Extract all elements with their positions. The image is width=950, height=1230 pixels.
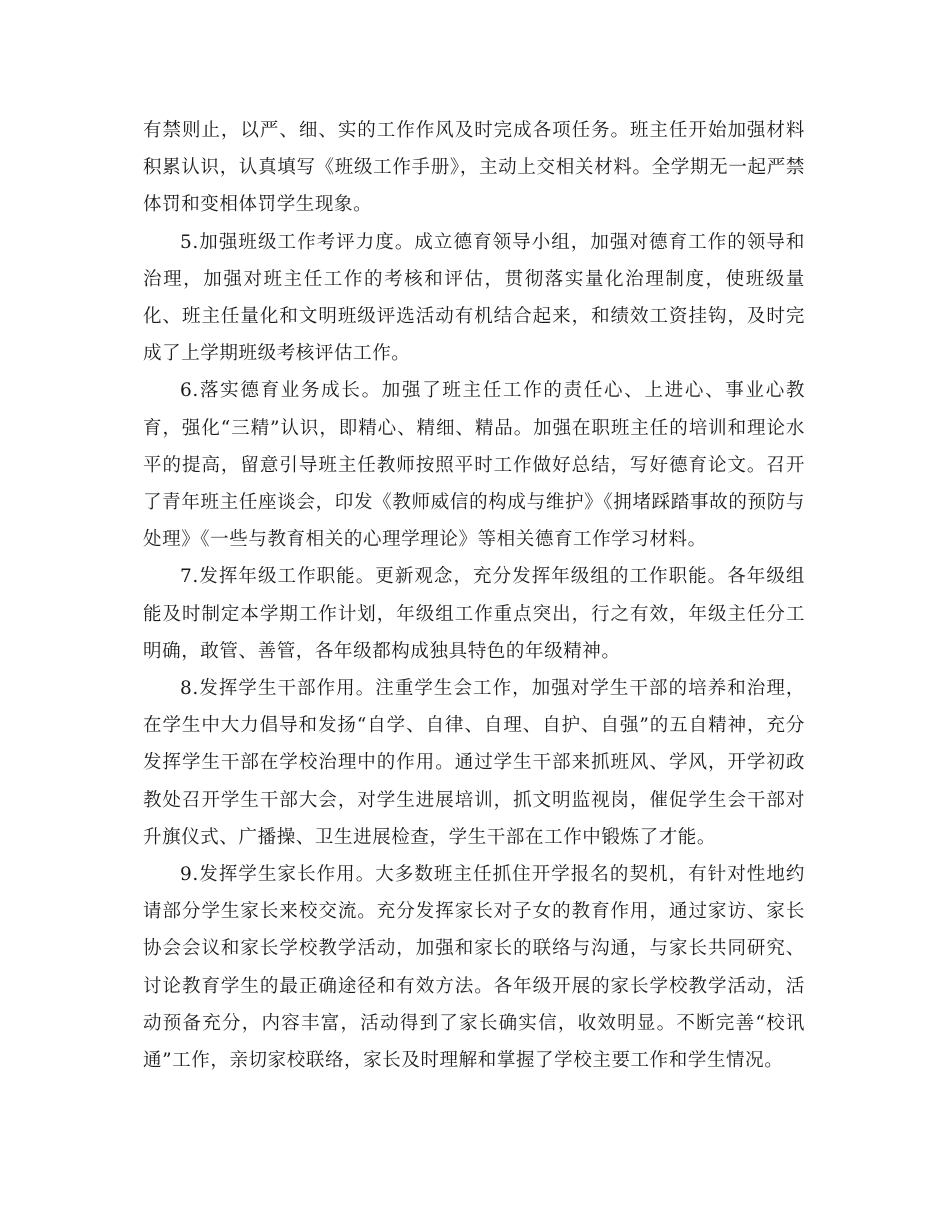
paragraph-item-9: 9.发挥学生家长作用。大多数班主任抓住开学报名的契机，有针对性地约请部分学生家长来校交流。充分发挥家长对子女的教育作用，通过家访、家长协会会议和家长学校教学活动，加强和家长的联络与沟通，与家长共同研究、讨论教育学生的最正确途径和有效方法。各年级开展的家长学校教学活动，活动预备充分，内容丰富，活动得到了家长确实信，收效明显。不断完善“校讯通”工作，亲切家校联络，家长及时理解和掌握了学校主要工作和学生情况。 [143,864,805,1072]
paragraph-item-8: 8.发挥学生干部作用。注重学生会工作，加强对学生干部的培养和治理，在学生中大力倡导和发扬“自学、自律、自理、自护、自强”的五自精神，充分发挥学生干部在学校治理中的作用。通过学生干部来抓班风、学风，开学初政教处召开学生干部大会，对学生进展培训，抓文明监视岗，催促学生会干部对升旗仪式、广播操、卫生进展检查，学生干部在工作中锻炼了才能。 [143,678,805,848]
paragraph-item-6: 6.落实德育业务成长。加强了班主任工作的责任心、上进心、事业心教育，强化“三精”认识，即精心、精细、精品。加强在职班主任的培训和理论水平的提高，留意引导班主任教师按照平时工作做好总结，写好德育论文。召开了青年班主任座谈会，印发《教师威信的构成与维护》《拥堵踩踏事故的预防与处理》《一些与教育相关的心理学理论》等相关德育工作学习材料。 [143,380,805,551]
document-body [143,112,805,1079]
paragraph-item-7: 7.发挥年级工作职能。更新观念，充分发挥年级组的工作职能。各年级组能及时制定本学期工作计划，年级组工作重点突出，行之有效，年级主任分工明确，敢管、善管，各年级都构成独具特色的年级精神。 [143,566,805,662]
paragraph-item-5: 5.加强班级工作考评力度。成立德育领导小组，加强对德育工作的领导和治理，加强对班主任工作的考核和评估，贯彻落实量化治理制度，使班级量化、班主任量化和文明班级评选活动有机结合起来，和绩效工资挂钩，及时完成了上学期班级考核评估工作。 [143,231,805,365]
paragraph-continuation: 有禁则止，以严、细、实的工作作风及时完成各项任务。班主任开始加强材料积累认识，认真填写《班级工作手册》，主动上交相关材料。全学期无一起严禁体罚和变相体罚学生现象。 [143,120,805,216]
